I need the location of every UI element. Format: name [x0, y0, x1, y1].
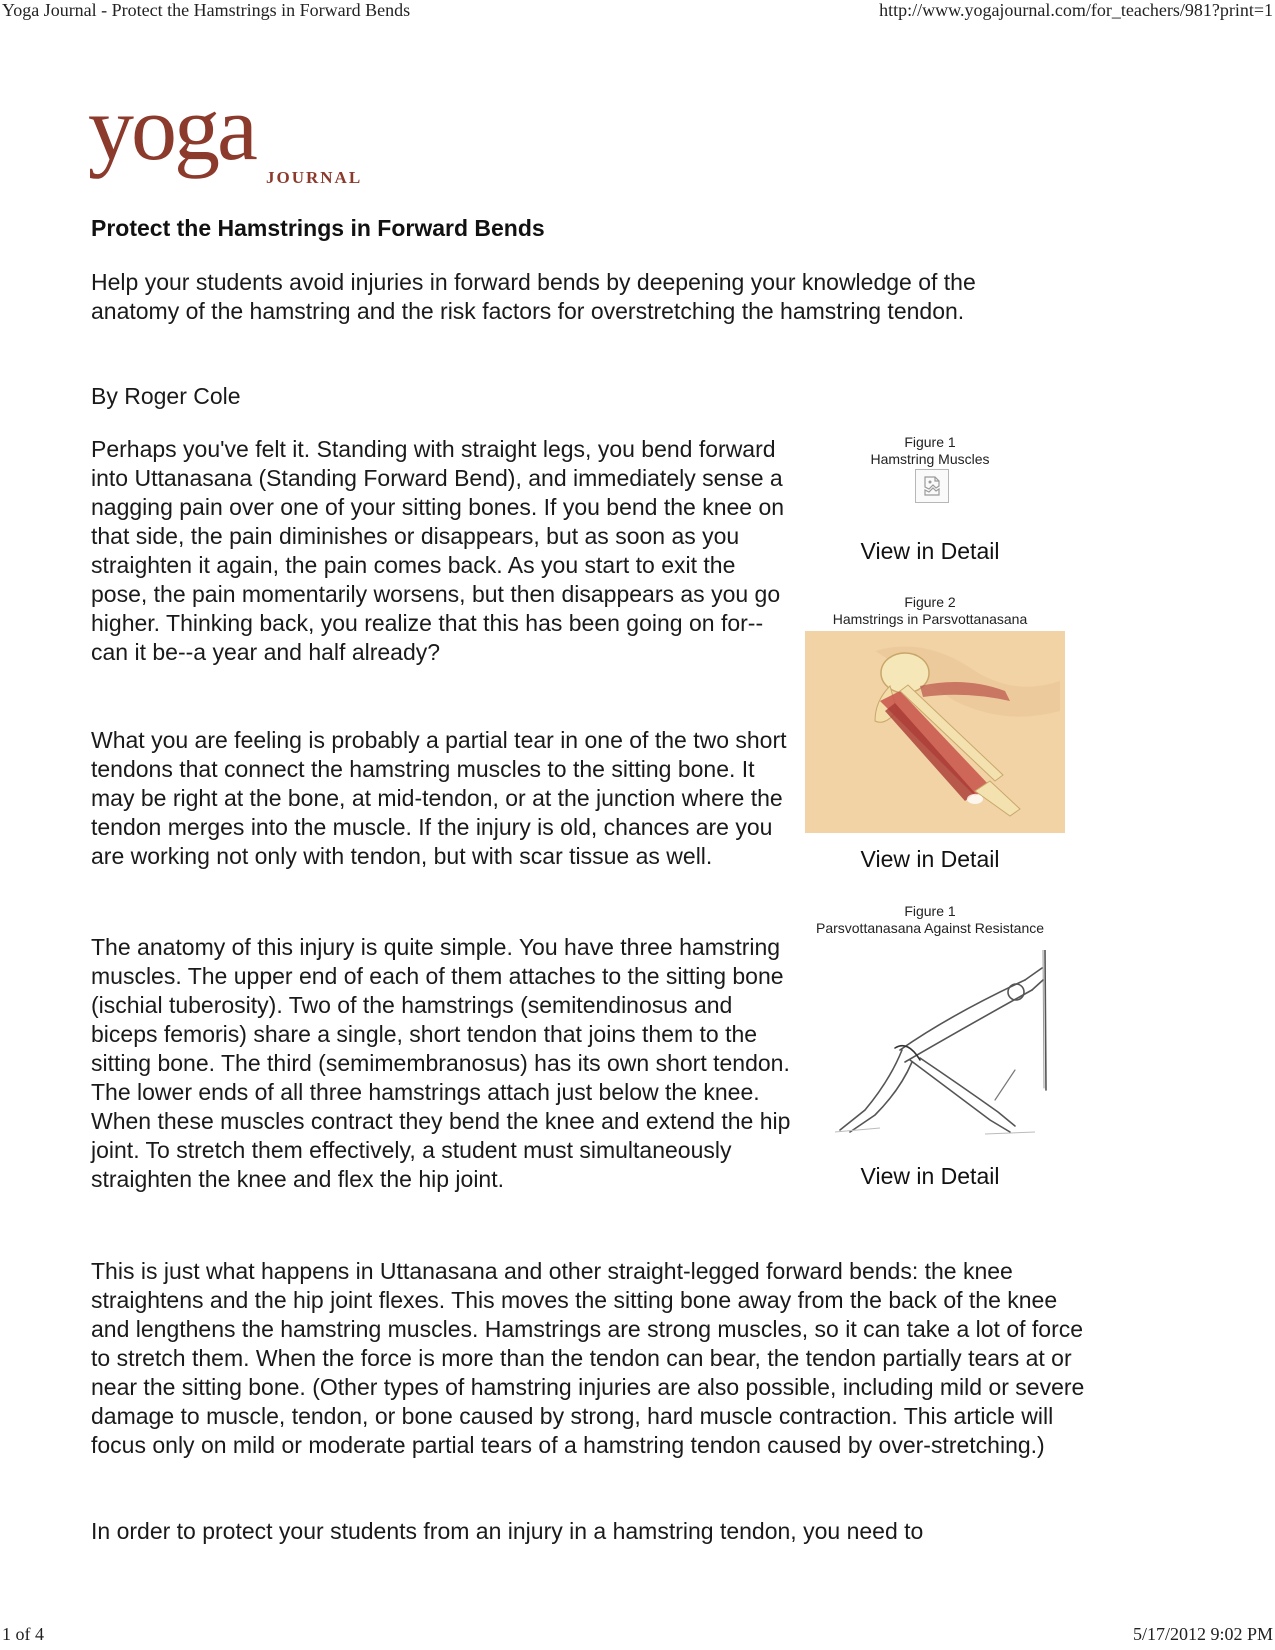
yoga-journal-logo[interactable] — [88, 77, 378, 196]
article-paragraph-3: The anatomy of this injury is quite simple. You have three hamstring muscles. The upper end of each of them attaches to the sitting bone (ischial tuberosity). Two of the hamstrings (semitendinosus and biceps femoris) share a single, short tendon that joins them to the sitting bone. The third (semimembranosus) has its own short tendon. The lower ends of all three hamstrings attach just below the knee. When these muscles contract they bend the knee and extend the hip joint. To stretch them effectively, a student must simultaneously straighten the knee and flex the hip joint. — [91, 934, 791, 1192]
figure-3-view-detail-link[interactable]: View in Detail — [860, 1163, 1000, 1189]
figure-2-number: Figure 2 — [904, 594, 956, 610]
broken-image-glyph — [916, 470, 948, 502]
article-paragraph-5: In order to protect your students from an injury in a hamstring tendon, you need to — [91, 1518, 924, 1544]
logo-subtitle: JOURNAL — [266, 168, 363, 187]
article-paragraph-1: Perhaps you've felt it. Standing with straight legs, you bend forward into Uttanasana (Standing Forward Bend), and immediately sense a nagging pain over one of your sitting bones. If you bend the knee on that side, the pain diminishes or disappears, but as soon as you straighten it again, the pain comes back. As you start to exit the pose, the pain momentarily worsens, but then disappears as you go higher. Thinking back, you realize that this has been going on for--can it be--a year and half already? — [91, 436, 785, 665]
article-paragraph-2: What you are feeling is probably a partial tear in one of the two short tendons that connect the hamstring muscles to the sitting bone. It may be right at the bone, at mid-tendon, or at the junction where the tendon merges into the muscle. If the injury is old, chances are you are working not only with tendon, but with scar tissue as well. — [91, 727, 787, 869]
figure-2-caption — [795, 594, 1065, 628]
figure-1-number: Figure 1 — [904, 434, 956, 450]
figure-1-view-detail-link[interactable]: View in Detail — [860, 538, 1000, 564]
print-header-title: Yoga Journal - Protect the Hamstrings in Forward Bends — [2, 0, 411, 20]
figure-3-caption — [795, 903, 1065, 937]
hamstring-anatomy-illustration[interactable] — [805, 631, 1065, 833]
article-paragraph-4: This is just what happens in Uttanasana and other straight-legged forward bends: the knee straightens and the hip joint flexes. This moves the sitting bone away from the back of the knee and lengthens the hamstring muscles. Hamstrings are strong muscles, so it can take a lot of force to stretch them. When the force is more than the tendon can bear, the tendon partially tears at or near the sitting bone. (Other types of hamstring injuries are also possible, including mild or severe damage to muscle, tendon, or bone caused by strong, hard muscle contraction. This article will focus only on mild or moderate partial tears of a hamstring tendon caused by over-stretching.) — [91, 1258, 1085, 1458]
figure-1-title: Hamstring Muscles — [870, 451, 990, 467]
broken-image-icon[interactable] — [915, 469, 949, 503]
print-header — [0, 0, 1275, 24]
print-footer — [0, 1624, 1275, 1648]
print-header-url: http://www.yogajournal.com/for_teachers/981?print=1 — [879, 0, 1273, 20]
print-footer-datetime: 5/17/2012 9:02 PM — [1132, 1624, 1273, 1644]
figure-1-caption — [795, 434, 1065, 468]
print-footer-page: 1 of 4 — [2, 1624, 44, 1644]
article-intro: Help your students avoid injuries in forward bends by deepening your knowledge of the anatomy of the hamstring and the risk factors for overstretching the hamstring tendon. — [91, 269, 976, 324]
logo-wordmark: yoga — [88, 77, 255, 179]
figure-2-view-detail-link[interactable]: View in Detail — [860, 846, 1000, 872]
figure-3-title: Parsvottanasana Against Resistance — [815, 920, 1045, 936]
parsvottanasana-pose-sketch[interactable] — [820, 950, 1060, 1140]
article-title: Protect the Hamstrings in Forward Bends — [91, 215, 545, 241]
article-byline: By Roger Cole — [91, 383, 241, 409]
figure-2-title: Hamstrings in Parsvottanasana — [832, 611, 1028, 627]
figure-3-number: Figure 1 — [904, 903, 956, 919]
